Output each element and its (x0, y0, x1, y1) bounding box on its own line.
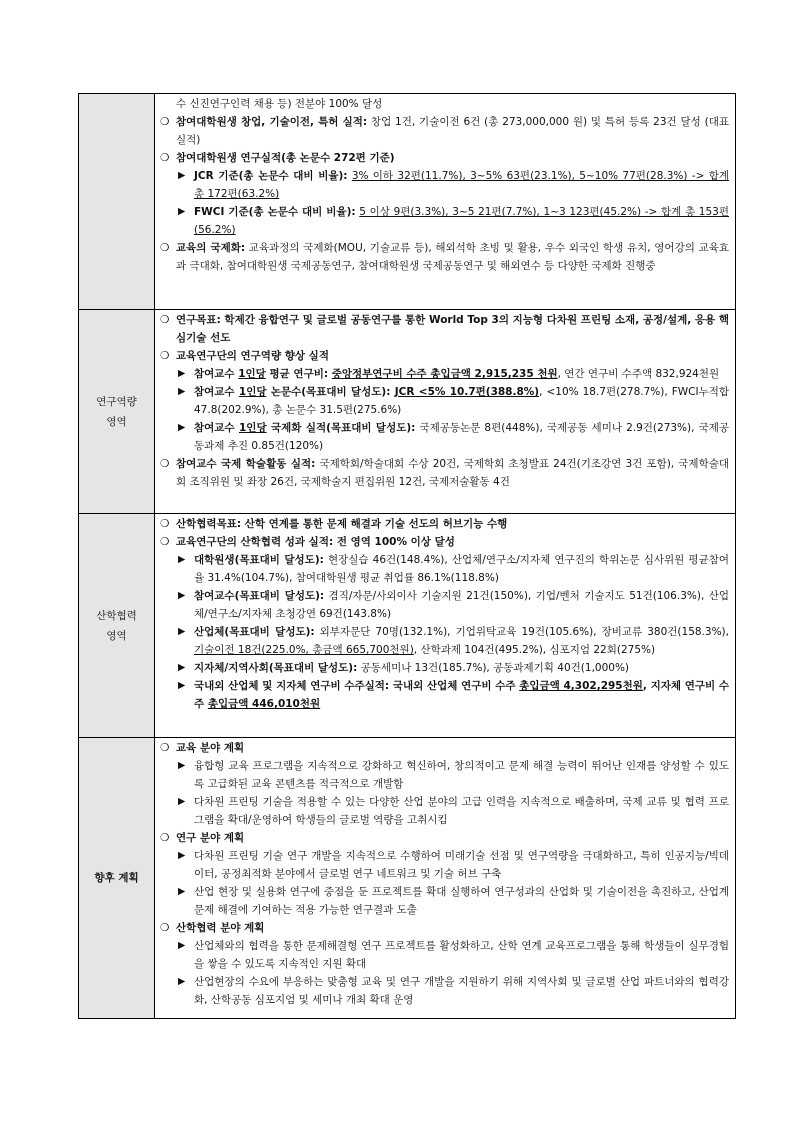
table-row-education-continued (79, 94, 735, 310)
row-label-future-plans: 향후 계획 (79, 738, 155, 1018)
circle-bullet-icon: ❍ (160, 518, 170, 530)
sub-item: ▶ 산업체(목표대비 달성도): 외부자문단 70명(132.1%), 기업위탁교육 19건(105.6%), 장비교류 380건(158.3%), 기술이전 18건(225.0%, 총금액 665,700천원), 산학과제 104건(495.2%), 심포지엄 22회(275%) (160, 623, 729, 659)
sub-item: ▶ 다차원 프린팅 기술을 적용할 수 있는 다양한 산업 분야의 고급 인력을 지속적으로 배출하며, 국제 교류 및 협력 프로그램을 확대/운영하여 학생들의 글로벌 역량을 고취시킴 (160, 793, 729, 829)
circle-bullet-icon: ❍ (160, 350, 170, 362)
row-content (155, 738, 735, 1018)
sub-item: ▶ 산업체와의 협력을 통한 문제해결형 연구 프로젝트를 활성화하고, 산학 연계 교육프로그램을 통해 학생들이 실무경험을 쌓을 수 있도록 지속적인 지원 확대 (160, 937, 729, 973)
list-item: ❍ 연구목표: 학제간 융합연구 및 글로벌 공동연구를 통한 World Top 3의 지능형 다차원 프린팅 소재, 공정/설계, 응용 핵심기술 선도 (160, 311, 729, 347)
circle-bullet-icon: ❍ (160, 922, 170, 934)
sub-item: ▶ 참여교수 1인당 평균 연구비: 중앙정부연구비 수주 총입금액 2,915,235 천원, 연간 연구비 수주액 832,924천원 (160, 365, 729, 383)
arrow-bullet-icon: ▶ (178, 796, 186, 807)
arrow-bullet-icon: ▶ (178, 760, 186, 771)
circle-bullet-icon: ❍ (160, 536, 170, 548)
sub-item: ▶ 참여교수 1인당 논문수(목표대비 달성도): JCR <5% 10.7편(388.8%), <10% 18.7편(278.7%), FWCI누적합 47.8(202.9%), 총 논문수 31.5편(275.6%) (160, 383, 729, 419)
list-item: ❍ 참여교수 국제 학술활동 실적: 국제학회/학술대회 수상 20건, 국제학회 초청발표 24건(기조강연 3건 포함), 국제학술대회 조직위원 및 좌장 26건, 국제학술지 편집위원 12건, 국제저술활동 4건 (160, 455, 729, 491)
list-item: ❍ 산학협력 분야 계획 (160, 919, 729, 937)
arrow-bullet-icon: ▶ (178, 206, 186, 217)
arrow-bullet-icon: ▶ (178, 368, 186, 379)
row-content (155, 514, 735, 737)
circle-bullet-icon: ❍ (160, 832, 170, 844)
row-content (155, 94, 735, 309)
list-item: ❍ 참여대학원생 창업, 기술이전, 특허 실적: 창업 1건, 기술이전 6건 (총 273,000,000 원) 및 특허 등록 23건 달성 (대표실적) (160, 113, 729, 149)
circle-bullet-icon: ❍ (160, 458, 170, 470)
row-label-research: 연구역량 영역 (79, 310, 155, 513)
arrow-bullet-icon: ▶ (178, 170, 186, 181)
table-row-research (79, 310, 735, 514)
arrow-bullet-icon: ▶ (178, 422, 186, 433)
row-content (155, 310, 735, 513)
arrow-bullet-icon: ▶ (178, 680, 186, 691)
arrow-bullet-icon: ▶ (178, 886, 186, 897)
sub-item: ▶ JCR 기준(총 논문수 대비 비율): 3% 이하 32편(11.7%), 3~5% 63편(23.1%), 5~10% 77편(28.3%) -> 합계 총 172편(63.2%) (160, 167, 729, 203)
arrow-bullet-icon: ▶ (178, 554, 186, 565)
table-row-future-plans (79, 738, 735, 1018)
circle-bullet-icon: ❍ (160, 242, 170, 254)
list-item: ❍ 교육의 국제화: 교육과정의 국제화(MOU, 기술교류 등), 해외석학 초빙 및 활용, 우수 외국인 학생 유치, 영어강의 교육효과 극대화, 참여대학원생 국제공동연구, 참여대학원생 국제공동연구 및 해외연수 등 다양한 국제화 진행중 (160, 239, 729, 275)
list-item: ❍ 교육연구단의 연구역량 향상 실적 (160, 347, 729, 365)
arrow-bullet-icon: ▶ (178, 590, 186, 601)
list-item: ❍ 교육연구단의 산학협력 성과 실적: 전 영역 100% 이상 달성 (160, 533, 729, 551)
circle-bullet-icon: ❍ (160, 152, 170, 164)
arrow-bullet-icon: ▶ (178, 626, 186, 637)
row-label-industry: 산학협력 영역 (79, 514, 155, 737)
sub-item: ▶ FWCI 기준(총 논문수 대비 비율): 5 이상 9편(3.3%), 3~5 21편(7.7%), 1~3 123편(45.2%) -> 합계 총 153편(56.2%) (160, 203, 729, 239)
sub-item: ▶ 참여교수 1인당 국제화 실적(목표대비 달성도): 국제공동논문 8편(448%), 국제공동 세미나 2.9건(273%), 국제공동과제 추진 0.85건(120%) (160, 419, 729, 455)
arrow-bullet-icon: ▶ (178, 662, 186, 673)
sub-item: ▶ 산업현장의 수요에 부응하는 맞춤형 교육 및 연구 개발을 지원하기 위해 지역사회 및 글로벌 산업 파트너와의 협력강화, 산학공동 심포지엄 및 세미나 개최 확대 운영 (160, 973, 729, 1009)
list-item: ❍ 연구 분야 계획 (160, 829, 729, 847)
sub-item: ▶ 참여교수(목표대비 달성도): 겸직/자문/사외이사 기술지원 21건(150%), 기업/벤처 기술지도 51건(106.3%), 산업체/연구소/지자체 초청강연 69건(143.8%) (160, 587, 729, 623)
list-item: ❍ 산학협력목표: 산학 연계를 통한 문제 해결과 기술 선도의 허브기능 수행 (160, 515, 729, 533)
arrow-bullet-icon: ▶ (178, 850, 186, 861)
circle-bullet-icon: ❍ (160, 116, 170, 128)
sub-item: ▶ 산업 현장 및 실용화 연구에 중점을 둔 프로젝트를 확대 실행하여 연구성과의 산업화 및 기술이전을 촉진하고, 산업계 문제 해결에 기여하는 적용 가능한 연구결과 도출 (160, 883, 729, 919)
circle-bullet-icon: ❍ (160, 314, 170, 326)
arrow-bullet-icon: ▶ (178, 386, 186, 397)
row-label-empty (79, 94, 155, 309)
arrow-bullet-icon: ▶ (178, 976, 186, 987)
continued-line: 수 신진연구인력 채용 등) 전분야 100% 달성 (176, 98, 383, 110)
arrow-bullet-icon: ▶ (178, 940, 186, 951)
list-item: ❍ 교육 분야 계획 (160, 739, 729, 757)
sub-item: ▶ 국내외 산업체 및 지자체 연구비 수주실적: 국내외 산업체 연구비 수주 총입금액 4,302,295천원, 지자체 연구비 수주 총입금액 446,010천원 (160, 677, 729, 713)
sub-item: ▶ 대학원생(목표대비 달성도): 현장실습 46건(148.4%), 산업체/연구소/지자체 연구진의 학위논문 심사위원 평균참여율 31.4%(104.7%), 참여대학원생 평균 취업률 86.1%(118.8%) (160, 551, 729, 587)
sub-item: ▶ 지자체/지역사회(목표대비 달성도): 공동세미나 13건(185.7%), 공동과제기획 40건(1,000%) (160, 659, 729, 677)
sub-item: ▶ 다차원 프린팅 기술 연구 개발을 지속적으로 수행하여 미래기술 선점 및 연구역량을 극대화하고, 특히 인공지능/빅데이터, 공정최적화 분야에서 글로벌 연구 네트워크 및 기술 허브 구축 (160, 847, 729, 883)
table-row-industry (79, 514, 735, 738)
list-item: ❍ 참여대학원생 연구실적(총 논문수 272편 기준) (160, 149, 729, 167)
sub-item: ▶ 융합형 교육 프로그램을 지속적으로 강화하고 혁신하여, 창의적이고 문제 해결 능력이 뛰어난 인재를 양성할 수 있도록 고급화된 교육 콘텐츠를 적극적으로 개발함 (160, 757, 729, 793)
circle-bullet-icon: ❍ (160, 742, 170, 754)
summary-table (78, 93, 736, 1019)
